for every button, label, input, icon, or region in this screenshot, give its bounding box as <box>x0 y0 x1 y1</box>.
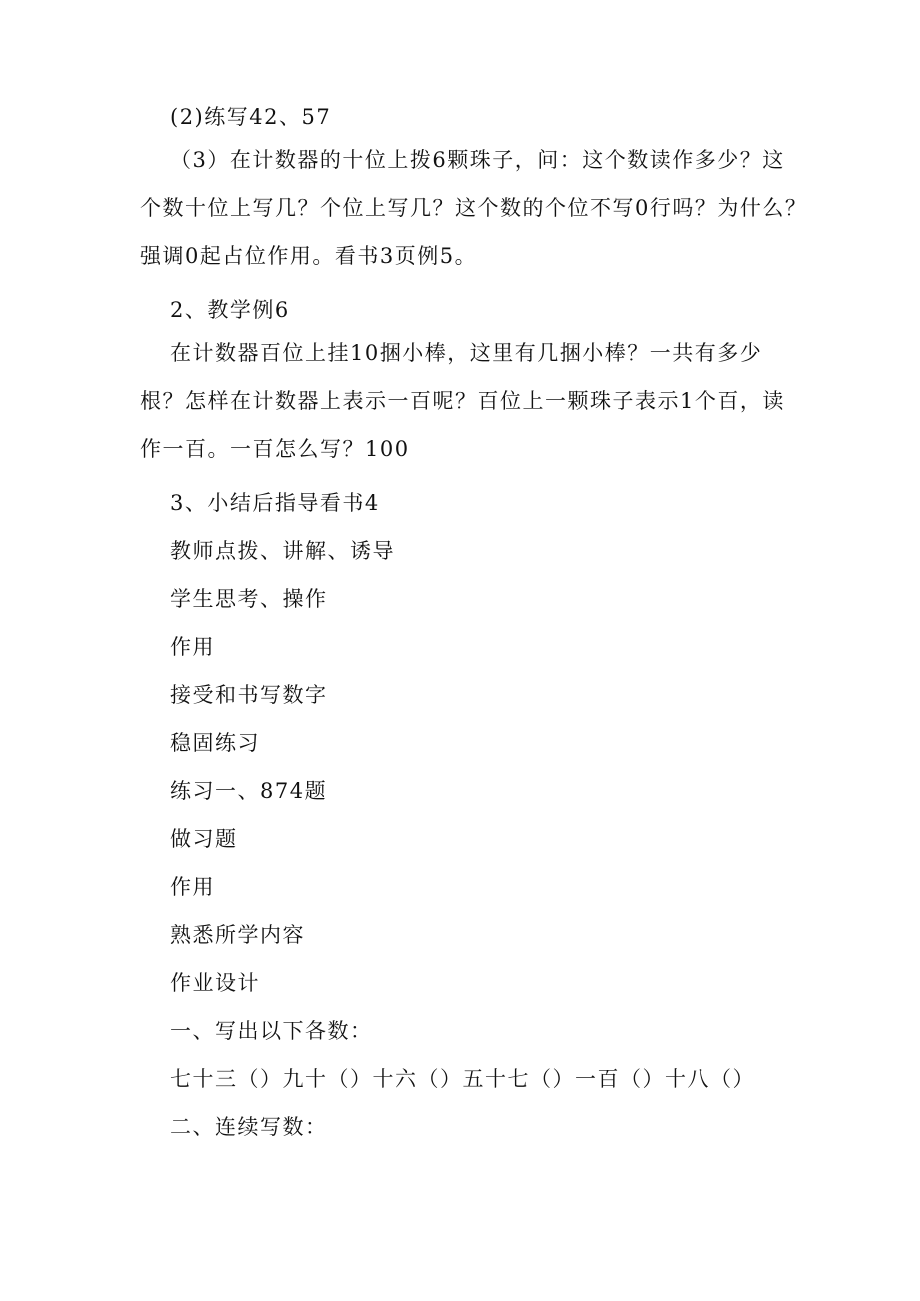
section-heading-summary: 3、小结后指导看书4 <box>170 491 380 515</box>
text-line: 学生思考、操作 <box>170 587 328 611</box>
text-line: 练习一、874题 <box>170 779 328 803</box>
text-line: 作用 <box>170 635 215 659</box>
paragraph-line: 作一百。一百怎么写？100 <box>140 437 410 461</box>
text-line: 接受和书写数字 <box>170 683 328 707</box>
text-line: 教师点拨、讲解、诱导 <box>170 539 395 563</box>
text-line-practice-write: (2)练写42、57 <box>170 105 332 129</box>
section-heading-homework: 作业设计 <box>170 971 260 995</box>
text-line: 做习题 <box>170 827 238 851</box>
text-line: 作用 <box>170 875 215 899</box>
exercise-heading-1: 一、写出以下各数： <box>170 1019 373 1043</box>
section-heading-practice: 稳固练习 <box>170 731 260 755</box>
paragraph-line: 在计数器百位上挂10捆小棒，这里有几捆小棒？一共有多少 <box>170 341 763 365</box>
paragraph-line: 个数十位上写几？个位上写几？这个数的个位不写0行吗？为什么？ <box>140 196 808 220</box>
exercise-heading-2: 二、连续写数： <box>170 1115 328 1139</box>
paragraph-line: 强调0起占位作用。看书3页例5。 <box>140 244 478 268</box>
exercise-items-1: 七十三（）九十（）十六（）五十七（）一百（）十八（） <box>170 1067 755 1091</box>
paragraph-example-6 <box>140 329 820 473</box>
text-line: 熟悉所学内容 <box>170 923 305 947</box>
paragraph-line: （3）在计数器的十位上拨6颗珠子，问：这个数读作多少？这 <box>170 148 785 172</box>
paragraph-step-3 <box>140 136 820 280</box>
section-heading-example-6: 2、教学例6 <box>170 298 290 322</box>
paragraph-line: 根？怎样在计数器上表示一百呢？百位上一颗珠子表示1个百，读 <box>140 389 785 413</box>
